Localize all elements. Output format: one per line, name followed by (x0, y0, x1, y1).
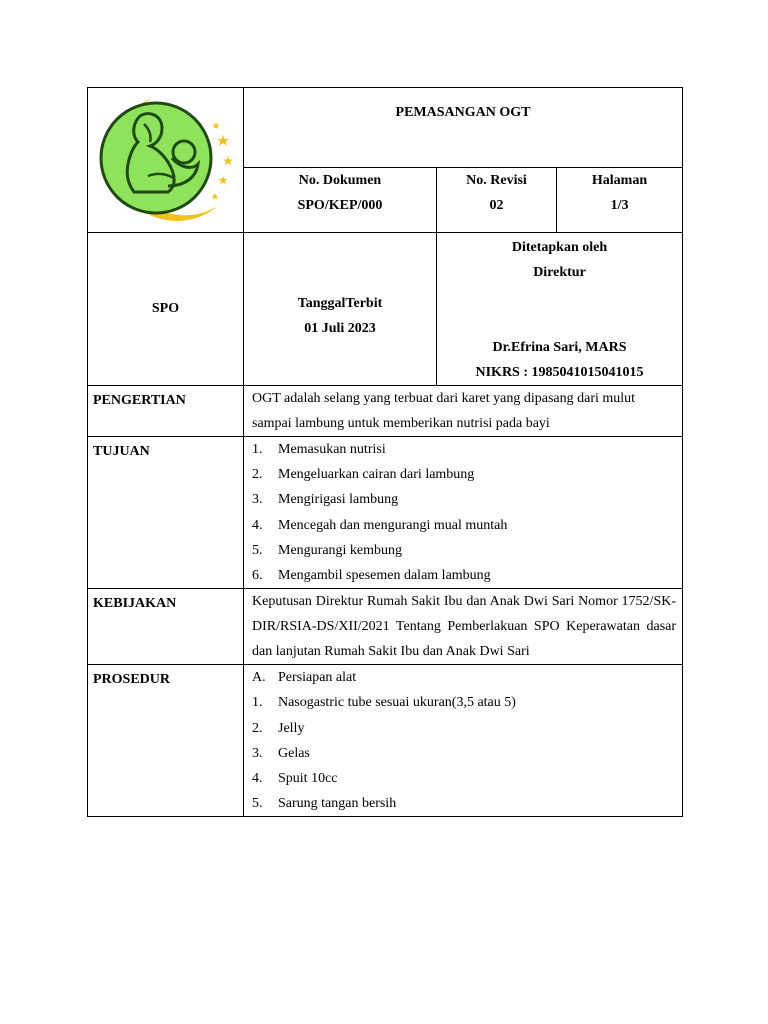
hospital-logo-icon (92, 94, 242, 224)
list-item: 2. Jelly (252, 720, 305, 736)
page-cell (557, 168, 683, 233)
list-item: 1. Nasogastric tube sesuai ukuran(3,5 atau 5) (252, 695, 516, 711)
spo-document (87, 87, 682, 817)
prosedur-section (252, 665, 676, 690)
page-label: Halaman (591, 173, 648, 188)
tujuan-label: TUJUAN (88, 437, 244, 589)
issue-date-value: 01 Juli 2023 (304, 321, 376, 336)
logo-cell (88, 88, 244, 233)
doc-number-cell (244, 168, 437, 233)
list-item: 5. Mengurangi kembung (252, 542, 403, 558)
list-item: 6. Mengambil spesemen dalam lambung (252, 568, 491, 584)
approver-nikrs: NIKRS : 1985041015041015 (475, 365, 644, 380)
issue-date-label: TanggalTerbit (297, 296, 383, 311)
list-item: 2. Mengeluarkan cairan dari lambung (252, 467, 475, 483)
doc-number-label: No. Dokumen (298, 173, 382, 188)
spo-table (87, 87, 683, 817)
list-item: 3. Mengirigasi lambung (252, 492, 399, 508)
approval-cell (437, 233, 683, 386)
spo-label: SPO (88, 233, 244, 386)
prosedur-cell (244, 665, 683, 817)
pengertian-text: OGT adalah selang yang terbuat dari karet yang dipasang dari mulut sampai lambung untuk memberikan nutrisi pada bayi (244, 386, 683, 437)
revision-value: 02 (489, 198, 504, 213)
prosedur-list (252, 690, 676, 816)
list-item: 4. Spuit 10cc (252, 771, 338, 787)
approver-name: Dr.Efrina Sari, MARS (492, 340, 627, 355)
approver-role: Direktur (533, 265, 586, 280)
pengertian-label: PENGERTIAN (88, 386, 244, 437)
list-item: 1. Memasukan nutrisi (252, 442, 386, 457)
revision-cell (437, 168, 557, 233)
approved-by-label: Ditetapkan oleh (511, 240, 608, 255)
section-heading: A. Persiapan alat (252, 670, 357, 686)
document-title: PEMASANGAN OGT (244, 88, 683, 168)
tujuan-list-cell (244, 437, 683, 589)
doc-number-value: SPO/KEP/000 (297, 198, 383, 213)
tujuan-list (252, 437, 676, 588)
kebijakan-label: KEBIJAKAN (88, 589, 244, 665)
page-value: 1/3 (610, 198, 629, 213)
prosedur-label: PROSEDUR (88, 665, 244, 817)
list-item: 3. Gelas (252, 745, 310, 761)
revision-label: No. Revisi (466, 173, 527, 188)
issue-date-cell (244, 233, 437, 386)
kebijakan-text: Keputusan Direktur Rumah Sakit Ibu dan Anak Dwi Sari Nomor 1752/SK-DIR/RSIA-DS/XII/2021 Tentang Pemberlakuan SPO Keperawatan dasar dan lanjutan Rumah Sakit Ibu dan Anak Dwi Sari (244, 589, 683, 665)
list-item: 5. Sarung tangan bersih (252, 796, 397, 812)
list-item: 4. Mencegah dan mengurangi mual muntah (252, 517, 508, 533)
